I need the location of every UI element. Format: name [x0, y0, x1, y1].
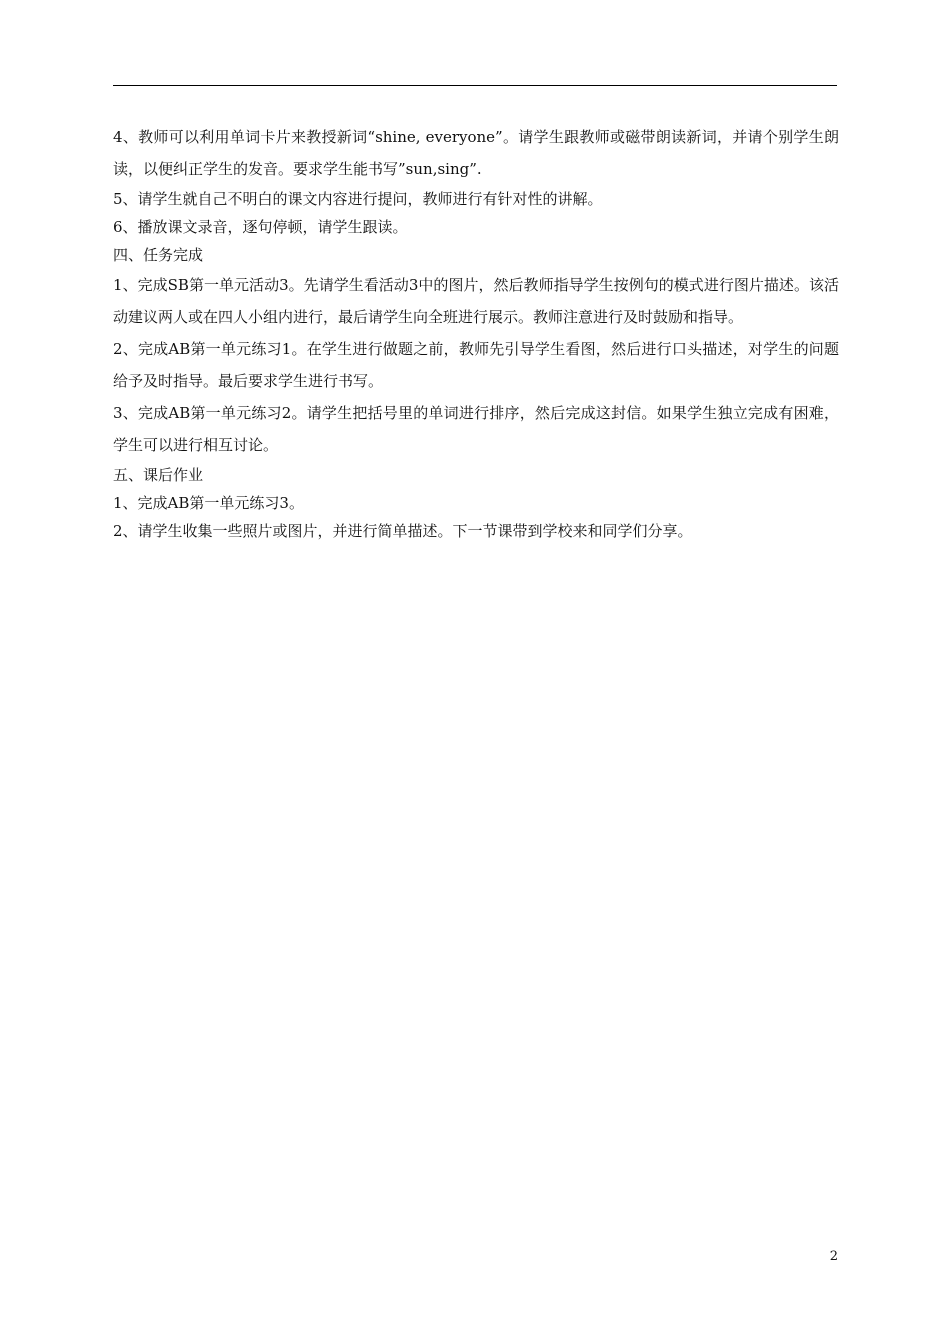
header-rule: [113, 85, 837, 86]
paragraph-task-1: 1、完成SB第一单元活动3。先请学生看活动3中的图片，然后教师指导学生按例句的模式进行图片描述。该活动建议两人或在四人小组内进行，最后请学生向全班进行展示。教师注意进行及时鼓励和指导。: [113, 276, 839, 326]
document-body: [113, 121, 839, 545]
section-heading-homework: 五、课后作业: [113, 466, 204, 484]
paragraph-step-4: 4、教师可以利用单词卡片来教授新词“shine, everyone”。请学生跟教师或磁带朗读新词，并请个别学生朗读，以便纠正学生的发音。要求学生能书写”sun,sing”.: [113, 128, 839, 178]
paragraph-task-2: 2、完成AB第一单元练习1。在学生进行做题之前，教师先引导学生看图，然后进行口头描述，对学生的问题给予及时指导。最后要求学生进行书写。: [113, 340, 839, 390]
paragraph-step-6: 6、播放课文录音，逐句停顿，请学生跟读。: [113, 218, 408, 236]
paragraph-step-5: 5、请学生就自己不明白的课文内容进行提问，教师进行有针对性的讲解。: [113, 190, 603, 208]
paragraph-task-3: 3、完成AB第一单元练习2。请学生把括号里的单词进行排序，然后完成这封信。如果学生独立完成有困难，学生可以进行相互讨论。: [113, 404, 839, 454]
paragraph-homework-2: 2、请学生收集一些照片或图片，并进行简单描述。下一节课带到学校来和同学们分享。: [113, 522, 693, 540]
page-number: 2: [829, 1249, 838, 1264]
section-heading-task: 四、任务完成: [113, 246, 204, 264]
paragraph-homework-1: 1、完成AB第一单元练习3。: [113, 494, 304, 512]
